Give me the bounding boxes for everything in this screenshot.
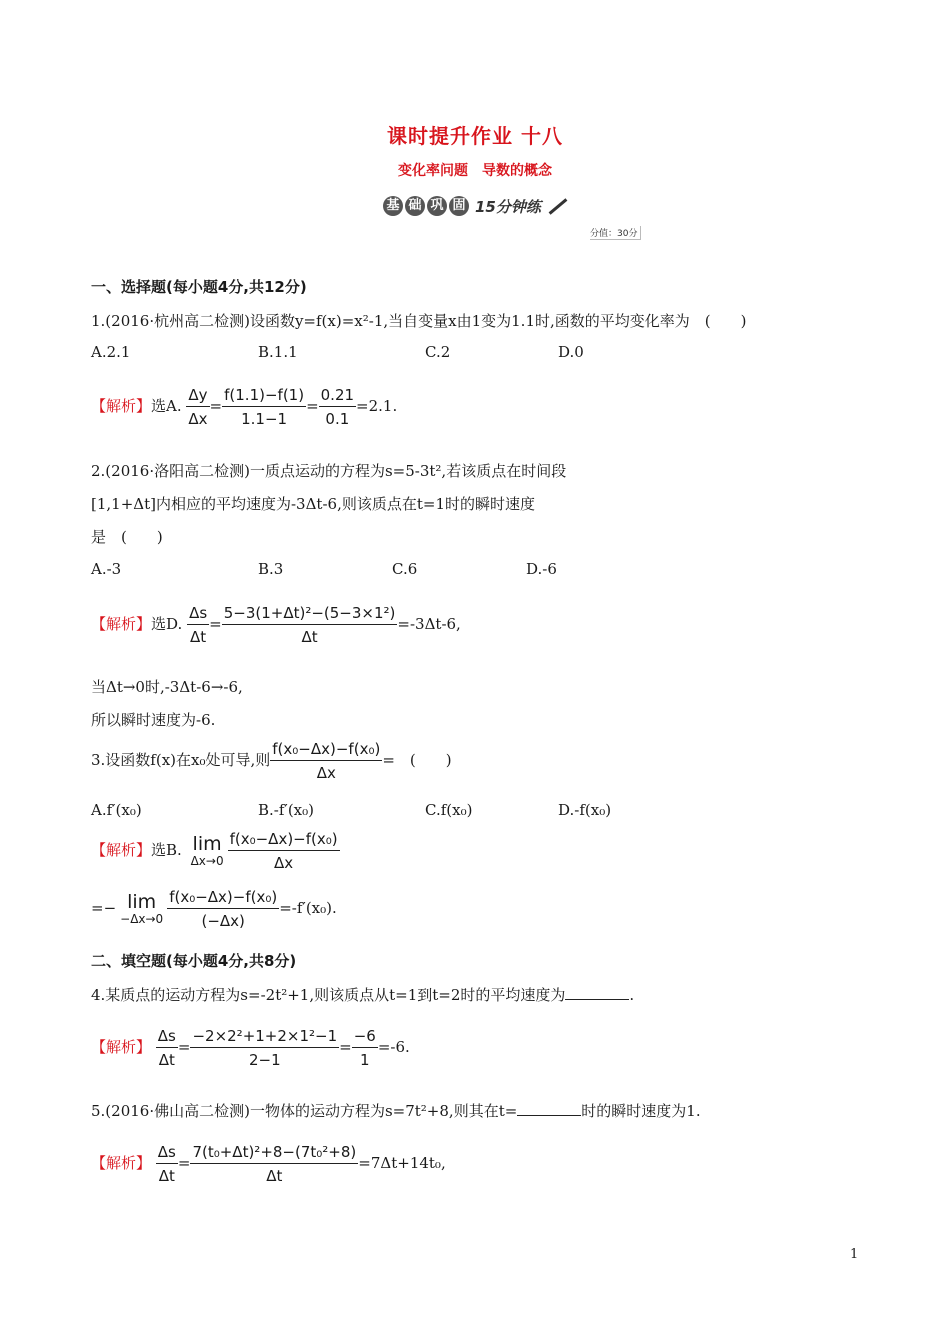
section-heading-choice: 一、选择题(每小题4分,共12分) [91,278,307,296]
question-2-option-b: B.3 [258,560,284,578]
banner-char: 巩 [427,196,447,216]
question-2-solution-line2: 当Δt→0时,-3Δt-6→-6, [91,678,243,696]
question-3-solution-line2: =− lim −Δx→0 $\frac{\text{f(x₀−Δx)−f(x₀)}}{(-\Delta x)}$ =-f′(x₀). [91,888,337,930]
page-subtitle: 变化率问题 导数的概念 [398,163,552,179]
question-2-option-a: A.-3 [91,560,122,578]
question-1-solution: 【解析】选A. $\frac{\Delta y}{\Delta x}$ = $\frac{f(1.1)-f(1)}{1.1-1}$ = $\frac{0.21}{0.1}$ =2.1. [91,386,398,428]
score-label: 分值：30分 [590,226,641,240]
page-number: 1 [850,1247,859,1262]
question-3-option-b: B.-f′(x₀) [258,801,314,819]
solution-tag: 【解析】 [91,615,152,633]
solution-tag: 【解析】 [91,397,152,415]
solution-tag: 【解析】 [91,1038,152,1056]
banner-minutes: 15分钟练 [475,197,541,216]
fraction: $\frac{\Delta s}{\Delta t}$ [189,604,208,646]
fraction: $\frac{f(1.1)-f(1)}{1.1-1}$ [224,386,305,428]
fraction: $\frac{\text{−2×2²+1+2×1²−1}}{2-1}$ [192,1027,338,1069]
banner-char: 基 [383,196,403,216]
fraction: $\frac{-6}{1}$ [353,1027,376,1069]
fraction: $\frac{0.21}{0.1}$ [320,386,355,428]
fraction: $\frac{\text{f(x₀−Δx)−f(x₀)}}{\Delta x}$ [272,740,381,782]
limit: lim Δx→0 [190,833,224,868]
answer-blank[interactable] [565,985,629,1000]
page-title: 课时提升作业 十八 [387,124,563,148]
fraction: $\frac{\Delta s}{\Delta t}$ [157,1027,176,1069]
question-5-stem: 5.(2016·佛山高二检测)一物体的运动方程为s=7t²+8,则其在t= 时的瞬时速度为1. [91,1102,701,1120]
question-2-stem-line3: 是 ( ) [91,528,163,546]
question-1-option-d: D.0 [558,343,584,361]
question-1-option-b: B.1.1 [258,343,298,361]
fraction: $\frac{\text{7(t₀+Δt)²+8−(7t₀²+8)}}{\Delta t}$ [192,1143,357,1185]
question-3-option-a: A.f′(x₀) [91,801,142,819]
fraction: $\frac{\Delta y}{\Delta x}$ [188,386,208,428]
question-1-option-a: A.2.1 [91,343,131,361]
answer-blank[interactable] [517,1101,581,1116]
question-2-stem-line2: [1,1+Δt]内相应的平均速度为-3Δt-6,则该质点在t=1时的瞬时速度 [91,495,535,513]
practice-banner [383,193,569,219]
fraction: $\frac{\text{f(x₀−Δx)−f(x₀)}}{\Delta x}$ [229,830,338,872]
question-1-option-c: C.2 [425,343,451,361]
banner-char: 固 [449,196,469,216]
pen-icon [548,198,567,214]
question-2-option-c: C.6 [392,560,418,578]
question-2-solution: 【解析】选D. $\frac{\Delta s}{\Delta t}$ = $\frac{\text{5−3(1+Δt)²−(5−3×1²)}}{\Delta t}$ =-3Δt-6, [91,604,461,646]
solution-tag: 【解析】 [91,1154,152,1172]
solution-choice: 选A. [151,397,182,415]
question-2-stem-line1: 2.(2016·洛阳高二检测)一质点运动的方程为s=5-3t²,若该质点在时间段 [91,462,567,480]
question-1-stem: 1.(2016·杭州高二检测)设函数y=f(x)=x²-1,当自变量x由1变为1.1时,函数的平均变化率为 ( ) [91,312,747,330]
fraction: $\frac{\text{f(x₀−Δx)−f(x₀)}}{(-\Delta x)}$ [169,888,278,930]
fraction: $\frac{\text{5−3(1+Δt)²−(5−3×1²)}}{\Delta t}$ [223,604,396,646]
fraction: $\frac{\Delta s}{\Delta t}$ [157,1143,176,1185]
section-heading-fill: 二、填空题(每小题4分,共8分) [91,952,297,970]
question-4-stem: 4.某质点的运动方程为s=-2t²+1,则该质点从t=1到t=2时的平均速度为 . [91,986,635,1004]
solution-tag: 【解析】 [91,841,152,859]
question-3-option-c: C.f(x₀) [425,801,473,819]
banner-char: 础 [405,196,425,216]
question-3-stem: 3.设函数f(x)在x₀处可导,则 $\frac{\text{f(x₀−Δx)−f(x₀)}}{\Delta x}$ = ( ) [91,740,452,782]
question-5-solution: 【解析】 $\frac{\Delta s}{\Delta t}$ = $\frac{\text{7(t₀+Δt)²+8−(7t₀²+8)}}{\Delta t}$ =7Δt+14t₀, [91,1143,446,1185]
limit: lim −Δx→0 [120,891,164,926]
question-3-option-d: D.-f(x₀) [558,801,612,819]
question-4-solution: 【解析】 $\frac{\Delta s}{\Delta t}$ = $\frac{\text{−2×2²+1+2×1²−1}}{2-1}$ = $\frac{-6}{1}$ =-6. [91,1027,410,1069]
question-2-solution-line3: 所以瞬时速度为-6. [91,711,216,729]
question-2-option-d: D.-6 [526,560,557,578]
question-3-solution: 【解析】选B. lim Δx→0 $\frac{\text{f(x₀−Δx)−f(x₀)}}{\Delta x}$ [91,830,338,872]
